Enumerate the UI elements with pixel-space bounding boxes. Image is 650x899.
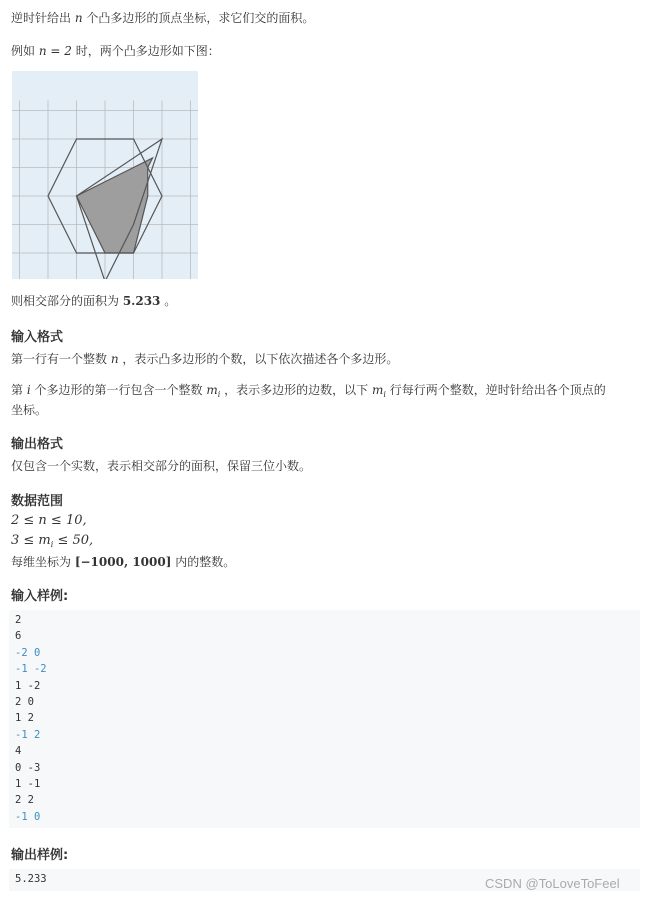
sample-input-line: 1 -1 xyxy=(15,778,41,790)
sample-input-line: 2 0 xyxy=(15,696,34,708)
sample-input-line: 2 2 xyxy=(15,794,34,807)
output-format-text: 仅包含一个实数，表示相交部分的面积，保留三位小数。 xyxy=(11,459,312,473)
range-line-n: 2 ≤ n ≤ 10, xyxy=(11,513,87,528)
polygon-figure xyxy=(12,71,198,279)
sample-input-line: 6 xyxy=(15,630,22,643)
sample-input-line: -1 0 xyxy=(15,810,41,823)
sample-output-line: 5.233 xyxy=(15,873,47,885)
result-text: 则相交部分的面积为 5.233 。 xyxy=(11,294,177,308)
input-format-heading: 输入格式 xyxy=(11,330,64,345)
range-heading: 数据范围 xyxy=(11,494,64,509)
example-text: 例如 n = 2 时，两个凸多边形如下图： xyxy=(11,44,220,58)
range-line-m: $3 \le m_i \le 50$, xyxy=(11,533,94,549)
input-format-p2-cont: 坐标。 xyxy=(11,403,48,417)
sample-output-heading: 输出样例: xyxy=(11,848,69,863)
input-format-p2: 第 i 个多边形的第一行包含一个整数 $m_i$ ，表示多边形的边数，以下 $m_i$ 行每行两个整数，逆时针给出各个顶点的 xyxy=(11,383,606,399)
sample-input-heading: 输入样例: xyxy=(11,589,69,604)
range-line-coords: 每维坐标为 [−1000, 1000] 内的整数。 xyxy=(11,555,236,569)
polygon-diagram xyxy=(12,71,198,279)
watermark: CSDN @ToLoveToFeel xyxy=(485,876,620,891)
sample-input-line: 1 2 xyxy=(15,712,34,725)
intro-text: 逆时针给出 n 个凸多边形的顶点坐标，求它们交的面积。 xyxy=(11,11,315,25)
sample-input-line: -2 0 xyxy=(15,646,41,659)
sample-input-line: 2 xyxy=(15,614,22,626)
output-format-heading: 输出格式 xyxy=(11,437,64,452)
sample-input-line: -1 2 xyxy=(15,728,41,741)
sample-input-line: 0 -3 xyxy=(15,761,41,774)
input-format-p1: 第一行有一个整数 n ，表示凸多边形的个数，以下依次描述各个多边形。 xyxy=(11,352,399,366)
sample-input-code xyxy=(9,610,640,828)
sample-input-line: 4 xyxy=(15,745,22,758)
sample-input-line: -1 -2 xyxy=(15,663,47,676)
sample-input-line: 1 -2 xyxy=(15,679,41,692)
